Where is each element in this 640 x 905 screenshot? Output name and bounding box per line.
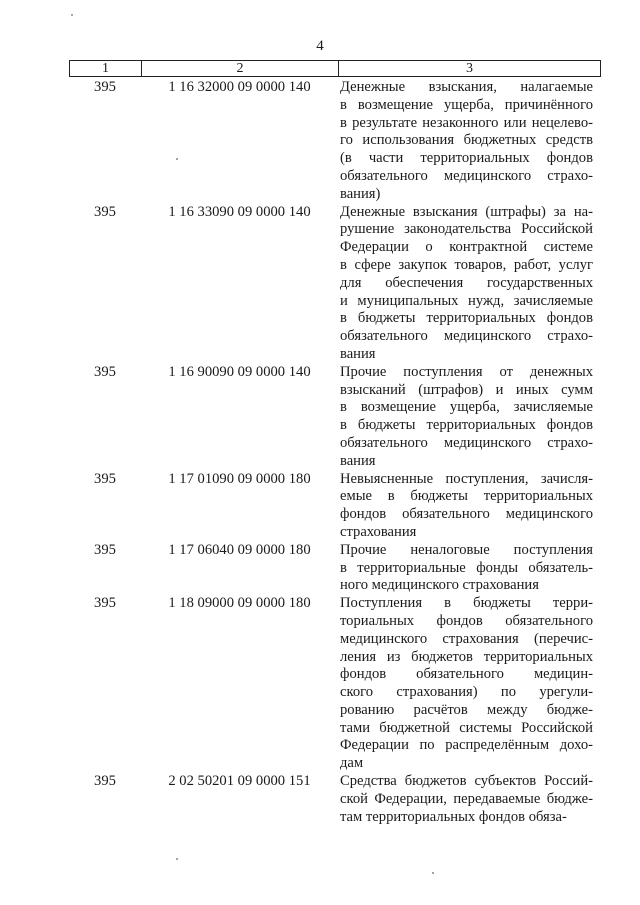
row-admin-code: 395: [94, 470, 116, 487]
scan-speck: [176, 858, 178, 860]
scan-speck: [432, 872, 434, 874]
scan-speck: [176, 158, 178, 160]
row-budget-code: 2 02 50201 09 0000 151: [168, 773, 311, 790]
row-budget-code: 1 16 33090 09 0000 140: [168, 203, 311, 220]
row-budget-code: 1 18 09000 09 0000 180: [168, 595, 311, 612]
description-line: для обеспечения государственных: [340, 274, 593, 291]
header-col-3: 3: [466, 61, 473, 76]
description-line: Средства бюджетов субъектов Россий-: [340, 773, 593, 790]
description-line: Поступления в бюджеты терри-: [340, 595, 593, 612]
header-col-1: 1: [70, 61, 142, 76]
description-line: го использования бюджетных средств: [340, 132, 593, 149]
description-line: в возмещение ущерба, зачисляемые: [340, 399, 593, 416]
row-description: [338, 595, 601, 773]
description-line: в возмещение ущерба, причинённого: [340, 96, 593, 113]
description-line: и муниципальных нужд, зачисляемые: [340, 292, 593, 309]
description-line: взысканий (штрафов) и иных сумм: [340, 381, 593, 398]
table-row: [69, 471, 601, 542]
description-line: фондов обязательного медицинского: [340, 506, 593, 523]
description-line: обязательного медицинского страхо-: [340, 328, 593, 345]
row-description: [338, 773, 601, 826]
description-line: обязательного медицинского страхо-: [340, 167, 593, 184]
description-line: медицинского страхования (перечис-: [340, 630, 593, 647]
description-line: Денежные взыскания (штрафы) за на-: [340, 203, 593, 220]
description-line: емые в бюджеты территориальных: [340, 488, 593, 505]
description-line: Невыясненные поступления, зачисля-: [340, 470, 593, 487]
description-line: обязательного медицинского страхо-: [340, 434, 593, 451]
table-row: [69, 204, 601, 364]
description-line: рованию расчётов между бюдже-: [340, 701, 593, 718]
row-budget-code: 1 16 32000 09 0000 140: [168, 79, 311, 95]
description-line: Прочие поступления от денежных: [340, 363, 593, 380]
table-row: [69, 542, 601, 595]
description-line: ского страхования) по урегули-: [340, 684, 593, 701]
scan-speck: [71, 14, 73, 16]
table-row: [69, 773, 601, 826]
row-admin-code: 395: [94, 773, 116, 790]
description-line: Денежные взыскания, налагаемые: [340, 79, 593, 95]
row-description: [338, 471, 601, 542]
description-line: вания: [340, 345, 376, 362]
table-body: [69, 79, 601, 826]
header-col-2: 2: [142, 61, 339, 76]
row-admin-code: 395: [94, 363, 116, 380]
description-line: вания: [340, 452, 376, 469]
description-line: (в части территориальных фондов: [340, 150, 593, 167]
table-row: [69, 364, 601, 471]
description-line: в результате незаконного или нецелево-: [340, 114, 593, 131]
row-admin-code: 395: [94, 203, 116, 220]
row-budget-code: 1 16 90090 09 0000 140: [168, 363, 311, 380]
row-admin-code: 395: [94, 595, 116, 612]
description-line: дам: [340, 755, 364, 772]
row-budget-code: 1 17 01090 09 0000 180: [168, 470, 311, 487]
table-row: [69, 79, 601, 204]
description-line: тами бюджетной системы Российской: [340, 719, 593, 736]
row-budget-code: 1 17 06040 09 0000 180: [168, 541, 311, 558]
description-line: в бюджеты территориальных фондов: [340, 310, 593, 327]
description-line: Федерации по распределённым дохо-: [340, 737, 593, 754]
page-number: 4: [316, 38, 324, 54]
description-line: Прочие неналоговые поступления: [340, 541, 593, 558]
description-line: вания): [340, 185, 381, 202]
row-description: [338, 364, 601, 471]
row-description: [338, 79, 601, 204]
table-row: [69, 595, 601, 773]
description-line: фондов обязательного медицин-: [340, 666, 593, 683]
description-line: Федерации о контрактной системе: [340, 239, 593, 256]
description-line: в территориальные фонды обязатель-: [340, 559, 593, 576]
description-line: страхования: [340, 523, 417, 540]
description-line: там территориальных фондов обяза-: [340, 808, 567, 825]
row-description: [338, 204, 601, 364]
row-description: [338, 542, 601, 595]
description-line: в бюджеты территориальных фондов: [340, 417, 593, 434]
description-line: ления из бюджетов территориальных: [340, 648, 593, 665]
row-admin-code: 395: [94, 79, 116, 95]
description-line: ного медицинского страхования: [340, 577, 539, 594]
table-header: [69, 60, 601, 77]
description-line: ториальных фондов обязательного: [340, 612, 593, 629]
description-line: в сфере закупок товаров, работ, услуг: [340, 256, 593, 273]
row-admin-code: 395: [94, 541, 116, 558]
description-line: рушение законодательства Российской: [340, 221, 593, 238]
description-line: ской Федерации, передаваемые бюдже-: [340, 790, 593, 807]
